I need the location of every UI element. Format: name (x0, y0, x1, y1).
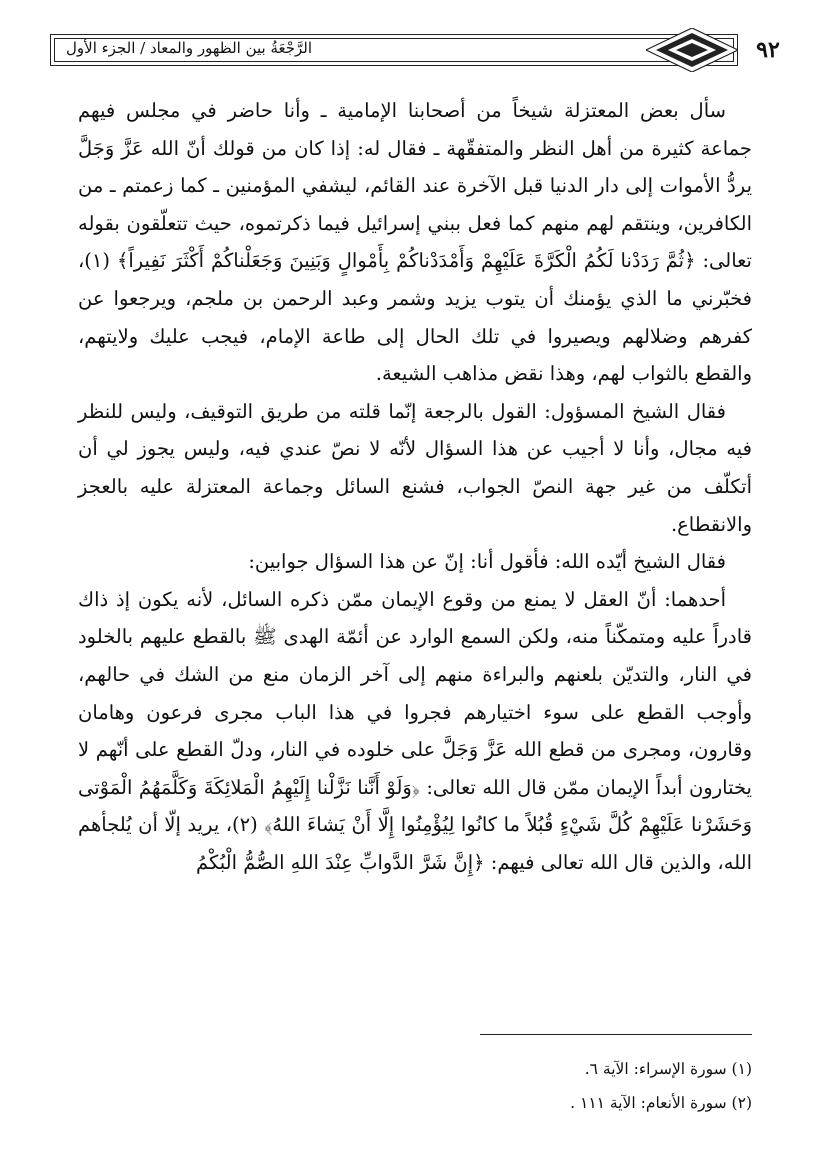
paragraph: فقال الشيخ أيّده الله: فأقول أنا: إنّ عن هذا السؤال جوابين: (248, 550, 726, 574)
page-header (50, 28, 780, 72)
header-ornament-icon (646, 28, 738, 72)
running-title: الرَّجْعَةُ بين الظهور والمعاد / الجزء الأول (66, 39, 313, 57)
paragraph: سأل بعض المعتزلة شيخاً من أصحابنا الإمامية ـ وأنا حاضر في مجلس فيهم جماعة كثيرة من أهل النظر والمتفقّهة ـ فقال له: إذا كان من قولك أنّ الله عَزَّ وَجَلَّ يردُّ الأموات إلى دار الدنيا قبل الآخرة عند القائم، ليشفي المؤمنين ـ كما زعمتم ـ من الكافرين، وينتقم لهم منهم كما فعل ببني إسرائيل فيما ذكرتموه، حيث تتعلّقون بقوله تعالى: ﴿ثُمَّ رَدَدْنا لَكُمُ الْكَرَّةَ عَلَيْهِمْ وَأَمْدَدْناكُمْ بِأَمْوالٍ وَبَنِينَ وَجَعَلْناكُمْ أَكْثَرَ نَفِيراً﴾ (١)، فخبّرني ما الذي يؤمنك أن يتوب يزيد وشمر وعبد الرحمن بن ملجم، ويرجعوا عن كفرهم وضلالهم ويصيروا في تلك الحال إلى طاعة الإمام، فيجب عليك ولايتهم، والقطع بالثواب لهم، وهذا نقض مذاهب الشيعة. (78, 99, 752, 386)
footnote-divider (480, 1034, 752, 1035)
footnote: (١) سورة الإسراء: الآية ٦. (584, 1060, 752, 1078)
main-text (78, 92, 752, 881)
footnote: (٢) سورة الأنعام: الآية ١١١ . (570, 1094, 752, 1112)
page-number: ٩٢ (756, 37, 780, 63)
paragraph: فقال الشيخ المسؤول: القول بالرجعة إنّما قلته من طريق التوقيف، وليس للنظر فيه مجال، وأنا لا أجيب عن هذا السؤال لأنّه لا نصّ عندي فيه، وليس يجوز لي أن أتكلّف من غير جهة النصّ الجواب، فشنع السائل وجماعة المعتزلة عليه بالعجز والانقطاع. (78, 399, 752, 536)
paragraph: أحدهما: أنّ العقل لا يمنع من وقوع الإيمان ممّن ذكره السائل، لأنه يكون إذ ذاك قادراً عليه ومتمكّناً منه، ولكن السمع الوارد عن أئمّة الهدى ﷺ بالقطع عليهم بالخلود في النار، والتديّن بلعنهم والبراءة منهم إلى آخر الزمان منع من الشك في حالهم، وأوجب القطع على سوء اختيارهم فجروا في هذا الباب مجرى فرعون وهامان وقارون، ومجرى من قطع الله عَزَّ وَجَلَّ على خلوده في النار، ودلّ القطع على أنّهم لا يختارون أبداً الإيمان ممّن قال الله تعالى: ﴿وَلَوْ أَنَّنا نَزَّلْنا إِلَيْهِمُ الْمَلائِكَةَ وَكَلَّمَهُمُ الْمَوْتى وَحَشَرْنا عَلَيْهِمْ كُلَّ شَيْءٍ قُبُلاً ما كانُوا لِيُؤْمِنُوا إِلَّا أَنْ يَشاءَ اللهُ﴾ (٢)، يريد إلّا أن يُلجأهم الله، والذين قال الله تعالى فيهم: ﴿إِنَّ شَرَّ الدَّوابِّ عِنْدَ اللهِ الصُّمُّ الْبُكْمُ (78, 587, 752, 874)
footnotes (500, 1052, 752, 1120)
